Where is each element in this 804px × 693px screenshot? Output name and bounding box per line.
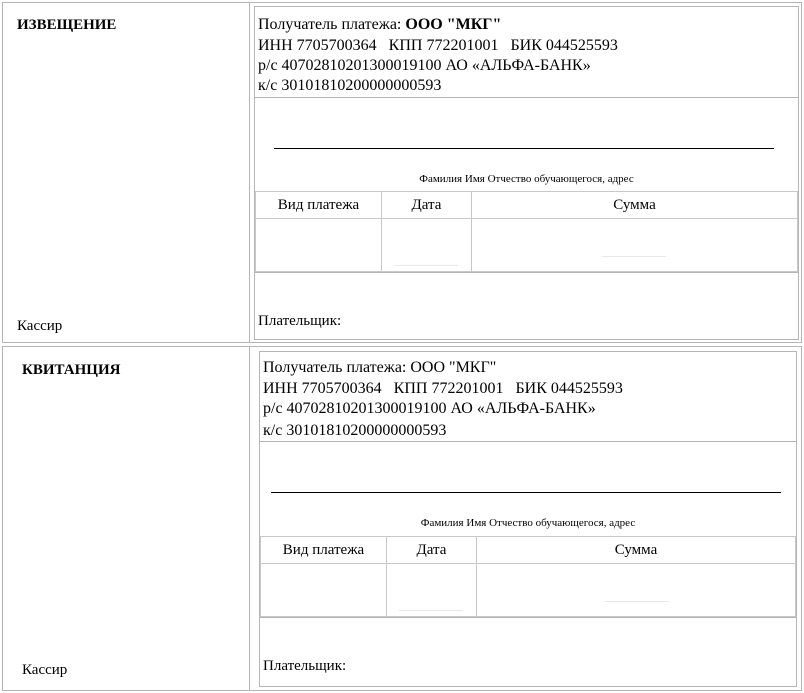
notice-corr-line: к/с 30101810200000000593: [258, 77, 442, 94]
notice-payer-label: Плательщик:: [258, 313, 342, 329]
notice-left-column: [3, 3, 250, 342]
notice-col-date-header: Дата: [381, 191, 472, 219]
receipt-section: [2, 346, 802, 691]
notice-name-block: [255, 99, 798, 193]
receipt-name-caption: Фамилия Имя Отчество обучающегося, адрес: [420, 517, 636, 529]
receipt-inn-line: ИНН 7705700364 КПП 772201001 БИК 044525593: [263, 380, 623, 397]
notice-form: [254, 6, 799, 340]
notice-col-type-header: Вид платежа: [255, 191, 382, 219]
receipt-recipient-line: Получатель платежа: ООО "МКГ": [263, 359, 497, 376]
notice-recipient-name: ООО "МКГ": [405, 16, 502, 33]
notice-inn-line: ИНН 7705700364 КПП 772201001 БИК 044525593: [258, 37, 618, 54]
receipt-type-cell: [260, 563, 387, 617]
notice-col-sum-header: Сумма: [471, 191, 798, 219]
notice-section: [2, 2, 802, 343]
receipt-col-date-header: Дата: [386, 536, 477, 564]
notice-account-line: р/с 40702810201300019100 АО «АЛЬФА-БАНК»: [258, 57, 591, 74]
receipt-payer-block: [260, 617, 796, 686]
receipt-title: КВИТАНЦИЯ: [22, 362, 121, 378]
notice-recipient-block: [255, 7, 798, 98]
notice-title: ИЗВЕЩЕНИЕ: [17, 17, 117, 33]
notice-payer-block: [255, 272, 798, 339]
receipt-cashier-label: Кассир: [22, 662, 68, 678]
receipt-col-sum-header: Сумма: [476, 536, 796, 564]
receipt-corr-line: к/с 30101810200000000593: [263, 422, 447, 439]
receipt-date-cell: [386, 563, 477, 617]
receipt-recipient-block: [260, 352, 796, 442]
notice-cashier-label: Кассир: [17, 318, 63, 334]
receipt-col-type-header: Вид платежа: [260, 536, 387, 564]
receipt-account-line: р/с 40702810201300019100 АО «АЛЬФА-БАНК»: [263, 400, 596, 417]
receipt-sum-cell: [476, 563, 796, 617]
notice-recipient-line: Получатель платежа: ООО "МКГ": [258, 16, 502, 33]
notice-date-cell: [381, 218, 472, 272]
receipt-payer-label: Плательщик:: [263, 658, 347, 674]
receipt-name-block: [260, 443, 796, 537]
receipt-form: [259, 351, 797, 687]
notice-name-caption: Фамилия Имя Отчество обучающегося, адрес: [419, 173, 634, 185]
notice-sum-cell: [471, 218, 798, 272]
notice-type-cell: [255, 218, 382, 272]
receipt-left-column: [3, 347, 250, 690]
receipt-name-line: [271, 492, 781, 493]
notice-name-line: [274, 148, 774, 149]
